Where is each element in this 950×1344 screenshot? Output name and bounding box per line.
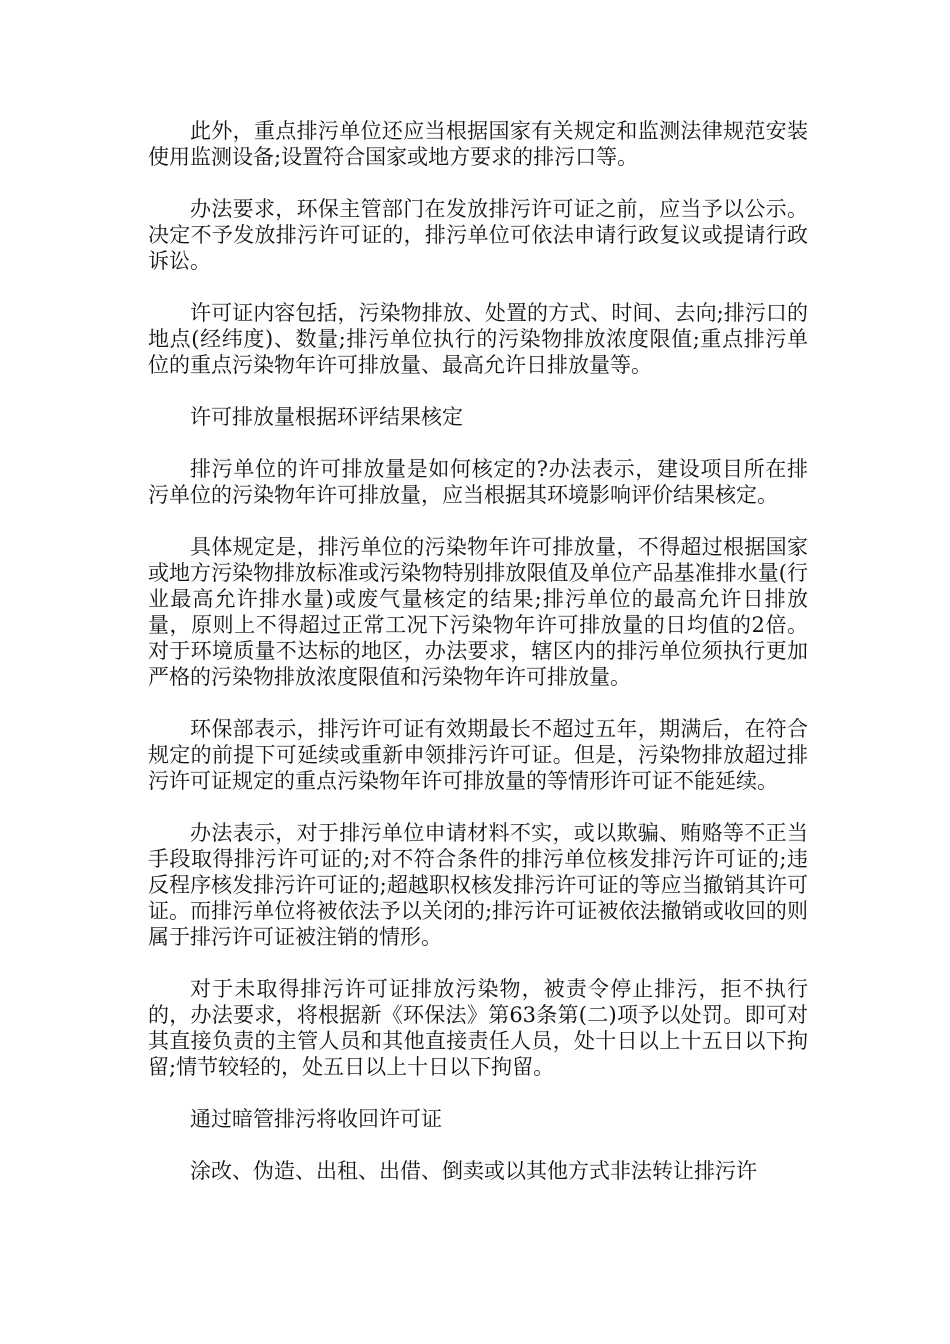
paragraph-illegal-transfer: 涂改、伪造、出租、出借、倒卖或以其他方式非法转让排污许 [190, 1159, 757, 1183]
section-heading-hidden-pipes: 通过暗管排污将收回许可证 [190, 1107, 442, 1131]
paragraph-public-notice: 办法要求，环保主管部门在发放排污许可证之前，应当予以公示。决定不予发放排污许可证的，排污单位可依法申请行政复议或提请行政诉讼。 [148, 197, 808, 273]
paragraph-permit-contents: 许可证内容包括，污染物排放、处置的方式、时间、去向;排污口的地点(经纬度)、数量;排污单位执行的污染物排放浓度限值;重点排污单位的重点污染物年许可排放量、最高允许日排放量等。 [148, 301, 808, 377]
paragraph-specific-rules: 具体规定是，排污单位的污染物年许可排放量，不得超过根据国家或地方污染物排放标准或污染物特别排放限值及单位产品基准排水量(行业最高允许排水量)或废气量核定的结果;排污单位的最高允许日排放量，原则上不得超过正常工况下污染物年许可排放量的日均值的2倍。对于环境质量不达标的地区，办法要求，辖区内的排污单位须执行更加严格的污染物排放浓度限值和污染物年许可排放量。 [148, 535, 808, 689]
document-body [148, 118, 808, 1184]
paragraph-revocation: 办法表示，对于排污单位申请材料不实，或以欺骗、贿赂等不正当手段取得排污许可证的;对不符合条件的排污单位核发排污许可证的;违反程序核发排污许可证的;超越职权核发排污许可证的等应当撤销其许可证。而排污单位将被依法予以关闭的;排污许可证被依法撤销或收回的则属于排污许可证被注销的情形。 [148, 821, 808, 949]
paragraph-monitoring-equipment: 此外，重点排污单位还应当根据国家有关规定和监测法律规范安装使用监测设备;设置符合国家或地方要求的排污口等。 [148, 119, 808, 169]
paragraph-penalties: 对于未取得排污许可证排放污染物，被责令停止排污，拒不执行的，办法要求，将根据新《环保法》第63条第(二)项予以处罚。即可对其直接负责的主管人员和其他直接责任人员，处十日以上十五日以下拘留;情节较轻的，处五日以上十日以下拘留。 [148, 977, 808, 1079]
paragraph-emission-verification: 排污单位的许可排放量是如何核定的?办法表示，建设项目所在排污单位的污染物年许可排放量，应当根据其环境影响评价结果核定。 [148, 457, 808, 507]
section-heading-permitted-emissions: 许可排放量根据环评结果核定 [190, 405, 463, 429]
paragraph-validity-period: 环保部表示，排污许可证有效期最长不超过五年，期满后，在符合规定的前提下可延续或重新申领排污许可证。但是，污染物排放超过排污许可证规定的重点污染物年许可排放量的等情形许可证不能延续。 [148, 717, 808, 793]
